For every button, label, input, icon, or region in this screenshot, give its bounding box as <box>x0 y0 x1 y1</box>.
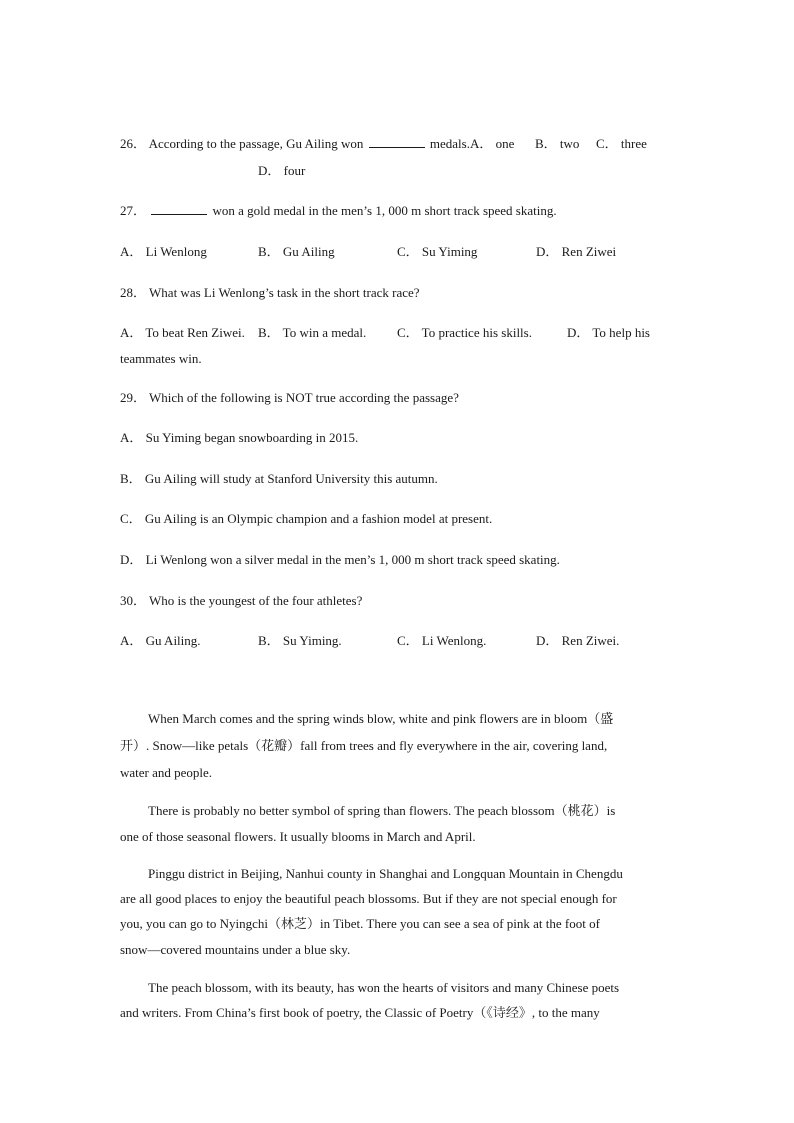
option-d-continuation: teammates win. <box>120 351 202 366</box>
question-number: 30． <box>120 593 147 608</box>
option-a: A． Gu Ailing. <box>120 633 201 648</box>
question-29 <box>120 390 459 406</box>
option-b: B． Su Yiming. <box>258 633 342 648</box>
option-a: A． Li Wenlong <box>120 244 207 259</box>
passage-line: you, you can go to Nyingchi（林芝）in Tibet. There you can see a sea of pink at the foot of <box>120 916 600 931</box>
passage-line: one of those seasonal flowers. It usually blooms in March and April. <box>120 829 476 844</box>
passage-line: There is probably no better symbol of spring than flowers. The peach blossom（桃花）is <box>148 803 616 818</box>
answer-blank <box>369 136 425 148</box>
answer-blank <box>151 203 207 215</box>
passage-line: are all good places to enjoy the beautiful peach blossoms. But if they are not special enough for <box>120 891 617 906</box>
passage-line: When March comes and the spring winds blow, white and pink flowers are in bloom（盛 <box>148 711 614 726</box>
passage-line: 开）. Snow—like petals（花瓣）fall from trees and fly everywhere in the air, covering land, <box>120 738 608 753</box>
option-a: A． Su Yiming began snowboarding in 2015. <box>120 430 359 445</box>
option-c: C． Gu Ailing is an Olympic champion and a fashion model at present. <box>120 511 493 526</box>
question-27 <box>120 203 557 219</box>
option-d: D． Ren Ziwei. <box>536 633 620 648</box>
option-d: D． Li Wenlong won a silver medal in the men’s 1, 000 m short track speed skating. <box>120 552 560 567</box>
question-stem: What was Li Wenlong’s task in the short track race? <box>149 285 420 300</box>
passage-line: The peach blossom, with its beauty, has won the hearts of visitors and many Chinese poets <box>148 980 620 995</box>
question-number: 29． <box>120 390 147 405</box>
option-d: D． four <box>258 163 306 178</box>
question-stem: won a gold medal in the men’s 1, 000 m short track speed skating. <box>212 203 557 218</box>
option-b: B． To win a medal. <box>258 325 367 340</box>
option-d: D． To help his <box>567 325 650 340</box>
question-number: 27． <box>120 203 147 218</box>
passage-line: and writers. From China’s first book of poetry, the Classic of Poetry（《诗经》, to the many <box>120 1005 600 1020</box>
option-b: B． two <box>535 136 580 151</box>
question-stem: Which of the following is NOT true according the passage? <box>149 390 459 405</box>
passage-line: snow—covered mountains under a blue sky. <box>120 942 351 957</box>
question-26 <box>120 136 514 152</box>
option-c: C． Li Wenlong. <box>397 633 487 648</box>
question-number: 28． <box>120 285 147 300</box>
question-stem: Who is the youngest of the four athletes? <box>149 593 363 608</box>
question-number: 26． <box>120 136 147 151</box>
option-a: A． To beat Ren Ziwei. <box>120 325 245 340</box>
question-28 <box>120 285 420 301</box>
option-a: A． one <box>469 136 515 151</box>
option-c: C． three <box>596 136 647 151</box>
option-c: C． Su Yiming <box>397 244 478 259</box>
passage-line: Pinggu district in Beijing, Nanhui county in Shanghai and Longquan Mountain in Chengdu <box>148 866 623 881</box>
passage-line: water and people. <box>120 765 213 780</box>
question-stem-end: medals. <box>429 136 470 151</box>
question-30 <box>120 593 362 609</box>
option-d: D． Ren Ziwei <box>536 244 617 259</box>
question-stem: According to the passage, Gu Ailing won <box>148 136 364 151</box>
option-b: B． Gu Ailing <box>258 244 335 259</box>
option-b: B． Gu Ailing will study at Stanford University this autumn. <box>120 471 438 486</box>
option-c: C． To practice his skills. <box>397 325 532 340</box>
